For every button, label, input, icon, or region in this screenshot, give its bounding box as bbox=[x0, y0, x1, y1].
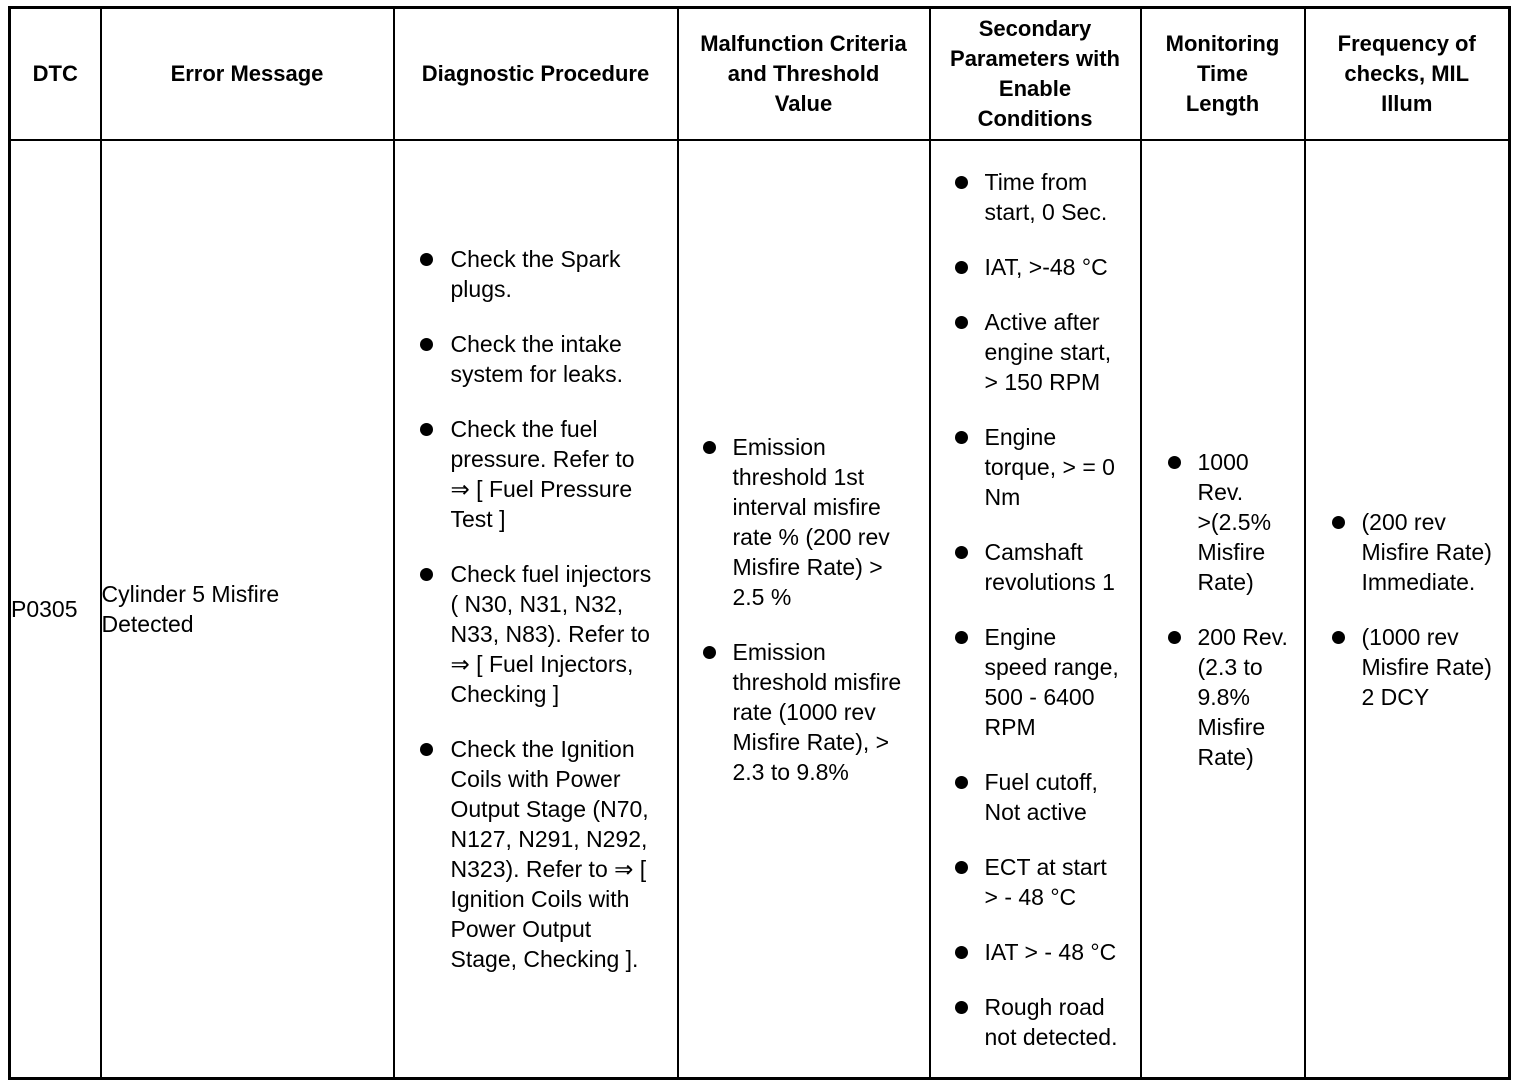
list-item-line: torque, > = 0 bbox=[984, 453, 1115, 480]
text-line: Enable bbox=[998, 76, 1072, 101]
list-item-line: 500 - 6400 bbox=[984, 683, 1095, 710]
list-item-line: RPM bbox=[984, 713, 1036, 740]
list-item-line: Misfire Rate) bbox=[1361, 653, 1492, 680]
list-item bbox=[939, 622, 1140, 742]
header-dtc bbox=[10, 8, 101, 141]
list-item bbox=[687, 637, 929, 787]
list-item-line: plugs. bbox=[450, 276, 512, 302]
list-item bbox=[1150, 622, 1304, 772]
list-item-line: Power Output bbox=[450, 916, 592, 942]
list-item-line: interval misfire bbox=[732, 493, 881, 520]
list-item-line: speed range, bbox=[984, 653, 1119, 680]
text-line: Time bbox=[1197, 61, 1248, 86]
monitoring-time-cell bbox=[1141, 140, 1305, 1079]
text-line: and Threshold bbox=[727, 61, 880, 86]
table-row bbox=[10, 140, 1510, 1079]
list-item-line: threshold 1st bbox=[732, 463, 865, 490]
list-item-line: N323). Refer to ⇒ [ bbox=[450, 856, 647, 882]
list-item bbox=[939, 852, 1140, 912]
bullet-icon bbox=[955, 316, 968, 329]
list-item-line: engine start, bbox=[984, 338, 1112, 365]
list-item-line: 2 DCY bbox=[1361, 683, 1430, 710]
list-item bbox=[1150, 447, 1304, 597]
malfunction-criteria-cell bbox=[678, 140, 930, 1079]
bullet-icon bbox=[420, 253, 433, 266]
list-item bbox=[939, 252, 1140, 282]
list-item-line: Misfire bbox=[1197, 538, 1266, 565]
monitoring-time-list bbox=[1142, 447, 1304, 772]
list-item-line: > - 48 °C bbox=[984, 883, 1077, 910]
text-line: Detected bbox=[101, 611, 194, 637]
list-item-line: Rate) bbox=[1197, 568, 1254, 595]
bullet-icon bbox=[955, 631, 968, 644]
list-item-line: (1000 rev bbox=[1361, 623, 1459, 650]
diagnostic-procedure-cell bbox=[394, 140, 678, 1079]
header-secondary-parameters bbox=[930, 8, 1141, 141]
list-item-line: Rough road bbox=[984, 993, 1105, 1020]
bullet-icon bbox=[420, 743, 433, 756]
bullet-icon bbox=[1168, 456, 1181, 469]
bullet-icon bbox=[1332, 631, 1345, 644]
list-item-line: rate (1000 rev bbox=[732, 698, 876, 725]
list-item-line: Check the intake bbox=[450, 331, 622, 357]
frequency-list bbox=[1306, 507, 1509, 712]
list-item-line: pressure. Refer to bbox=[450, 446, 635, 472]
list-item bbox=[687, 432, 929, 612]
text-line: DTC bbox=[32, 61, 78, 86]
frequency-cell bbox=[1305, 140, 1510, 1079]
list-item bbox=[939, 167, 1140, 227]
bullet-icon bbox=[703, 646, 716, 659]
diagnostic-procedure-list bbox=[395, 244, 677, 974]
list-item-line: IAT > - 48 °C bbox=[984, 938, 1117, 965]
bullet-icon bbox=[955, 176, 968, 189]
bullet-icon bbox=[955, 1001, 968, 1014]
list-item-line: Emission bbox=[732, 638, 826, 665]
bullet-icon bbox=[420, 568, 433, 581]
bullet-icon bbox=[955, 776, 968, 789]
list-item-line: Check the fuel bbox=[450, 416, 598, 442]
header-frequency bbox=[1305, 8, 1510, 141]
list-item-line: (200 rev bbox=[1361, 508, 1446, 535]
list-item-line: ( N30, N31, N32, bbox=[450, 591, 624, 617]
list-item-line: threshold misfire bbox=[732, 668, 902, 695]
list-item bbox=[402, 734, 677, 974]
text-line: Value bbox=[774, 91, 833, 116]
list-item bbox=[939, 422, 1140, 512]
list-item-line: Ignition Coils with bbox=[450, 886, 630, 912]
list-item-line: >(2.5% bbox=[1197, 508, 1272, 535]
text-line: Error Message bbox=[170, 61, 324, 86]
list-item-line: 200 Rev. bbox=[1197, 623, 1288, 650]
secondary-parameters-list bbox=[931, 167, 1140, 1052]
text-line: Parameters with bbox=[950, 46, 1120, 71]
list-item-line: Immediate. bbox=[1361, 568, 1476, 595]
list-item-line: system for leaks. bbox=[450, 361, 624, 387]
list-item-line: ⇒ [ Fuel Injectors, bbox=[450, 651, 634, 677]
list-item-line: Misfire Rate) bbox=[1361, 538, 1492, 565]
header-row bbox=[10, 8, 1510, 141]
list-item-line: Coils with Power bbox=[450, 766, 621, 792]
header-monitoring-time bbox=[1141, 8, 1305, 141]
list-item bbox=[939, 937, 1140, 967]
bullet-icon bbox=[955, 946, 968, 959]
list-item-line: Camshaft bbox=[984, 538, 1083, 565]
list-item-line: Engine bbox=[984, 423, 1057, 450]
list-item-line: Engine bbox=[984, 623, 1057, 650]
list-item-line: Misfire Rate), > bbox=[732, 728, 890, 755]
list-item-line: Misfire bbox=[1197, 713, 1266, 740]
bullet-icon bbox=[955, 861, 968, 874]
list-item-line: Output Stage (N70, bbox=[450, 796, 649, 822]
text-line: Frequency of bbox=[1337, 31, 1476, 56]
list-item-line: rate % (200 rev bbox=[732, 523, 890, 550]
text-line: Conditions bbox=[977, 106, 1093, 131]
list-item-line: revolutions 1 bbox=[984, 568, 1115, 595]
text-line: Secondary bbox=[978, 16, 1092, 41]
header-diagnostic-procedure bbox=[394, 8, 678, 141]
list-item-line: start, 0 Sec. bbox=[984, 198, 1108, 225]
list-item-line: Emission bbox=[732, 433, 826, 460]
text-line: Monitoring bbox=[1165, 31, 1280, 56]
list-item-line: 9.8% bbox=[1197, 683, 1250, 710]
list-item-line: ECT at start bbox=[984, 853, 1107, 880]
list-item bbox=[402, 244, 677, 304]
list-item-line: > 150 RPM bbox=[984, 368, 1101, 395]
list-item bbox=[939, 307, 1140, 397]
list-item bbox=[939, 992, 1140, 1052]
list-item-line: Rate) bbox=[1197, 743, 1254, 770]
list-item-line: Check the Spark bbox=[450, 246, 621, 272]
list-item-line: Nm bbox=[984, 483, 1021, 510]
text-line: checks, MIL bbox=[1344, 61, 1470, 86]
list-item-line: Active after bbox=[984, 308, 1100, 335]
list-item bbox=[402, 414, 677, 534]
list-item-line: N33, N83). Refer to bbox=[450, 621, 650, 647]
header-error-message bbox=[101, 8, 394, 141]
bullet-icon bbox=[1332, 516, 1345, 529]
dtc-code: P0305 bbox=[10, 140, 101, 1079]
list-item bbox=[402, 329, 677, 389]
bullet-icon bbox=[955, 431, 968, 444]
list-item bbox=[1314, 507, 1509, 597]
list-item-line: Stage, Checking ]. bbox=[450, 946, 639, 972]
list-item-line: Check the Ignition bbox=[450, 736, 635, 762]
list-item-line: (2.3 to bbox=[1197, 653, 1263, 680]
malfunction-criteria-list bbox=[679, 432, 929, 787]
list-item bbox=[1314, 622, 1509, 712]
list-item-line: Checking ] bbox=[450, 681, 560, 707]
bullet-icon bbox=[420, 338, 433, 351]
secondary-parameters-cell bbox=[930, 140, 1141, 1079]
list-item-line: 1000 bbox=[1197, 448, 1249, 475]
error-message bbox=[101, 140, 394, 1079]
list-item-line: Not active bbox=[984, 798, 1087, 825]
list-item-line: not detected. bbox=[984, 1023, 1118, 1050]
text-line: Malfunction Criteria bbox=[700, 31, 907, 56]
list-item bbox=[939, 537, 1140, 597]
text-line: Cylinder 5 Misfire bbox=[101, 581, 280, 607]
list-item-line: 2.3 to 9.8% bbox=[732, 758, 849, 785]
list-item-line: Misfire Rate) > bbox=[732, 553, 883, 580]
bullet-icon bbox=[703, 441, 716, 454]
header-malfunction-criteria bbox=[678, 8, 930, 141]
list-item-line: 2.5 % bbox=[732, 583, 792, 610]
text-line: Illum bbox=[1381, 91, 1433, 116]
text-line: Length bbox=[1185, 91, 1260, 116]
bullet-icon bbox=[420, 423, 433, 436]
list-item-line: N127, N291, N292, bbox=[450, 826, 648, 852]
list-item-line: Time from bbox=[984, 168, 1088, 195]
list-item-line: ⇒ [ Fuel Pressure bbox=[450, 476, 633, 502]
dtc-table bbox=[8, 6, 1511, 1080]
list-item-line: IAT, >-48 °C bbox=[984, 253, 1108, 280]
list-item-line: Check fuel injectors bbox=[450, 561, 652, 587]
list-item-line: Test ] bbox=[450, 506, 506, 532]
list-item-line: Rev. bbox=[1197, 478, 1244, 505]
text-line: Diagnostic Procedure bbox=[421, 61, 650, 86]
list-item-line: Fuel cutoff, bbox=[984, 768, 1098, 795]
list-item bbox=[402, 559, 677, 709]
bullet-icon bbox=[955, 546, 968, 559]
bullet-icon bbox=[955, 261, 968, 274]
bullet-icon bbox=[1168, 631, 1181, 644]
list-item bbox=[939, 767, 1140, 827]
